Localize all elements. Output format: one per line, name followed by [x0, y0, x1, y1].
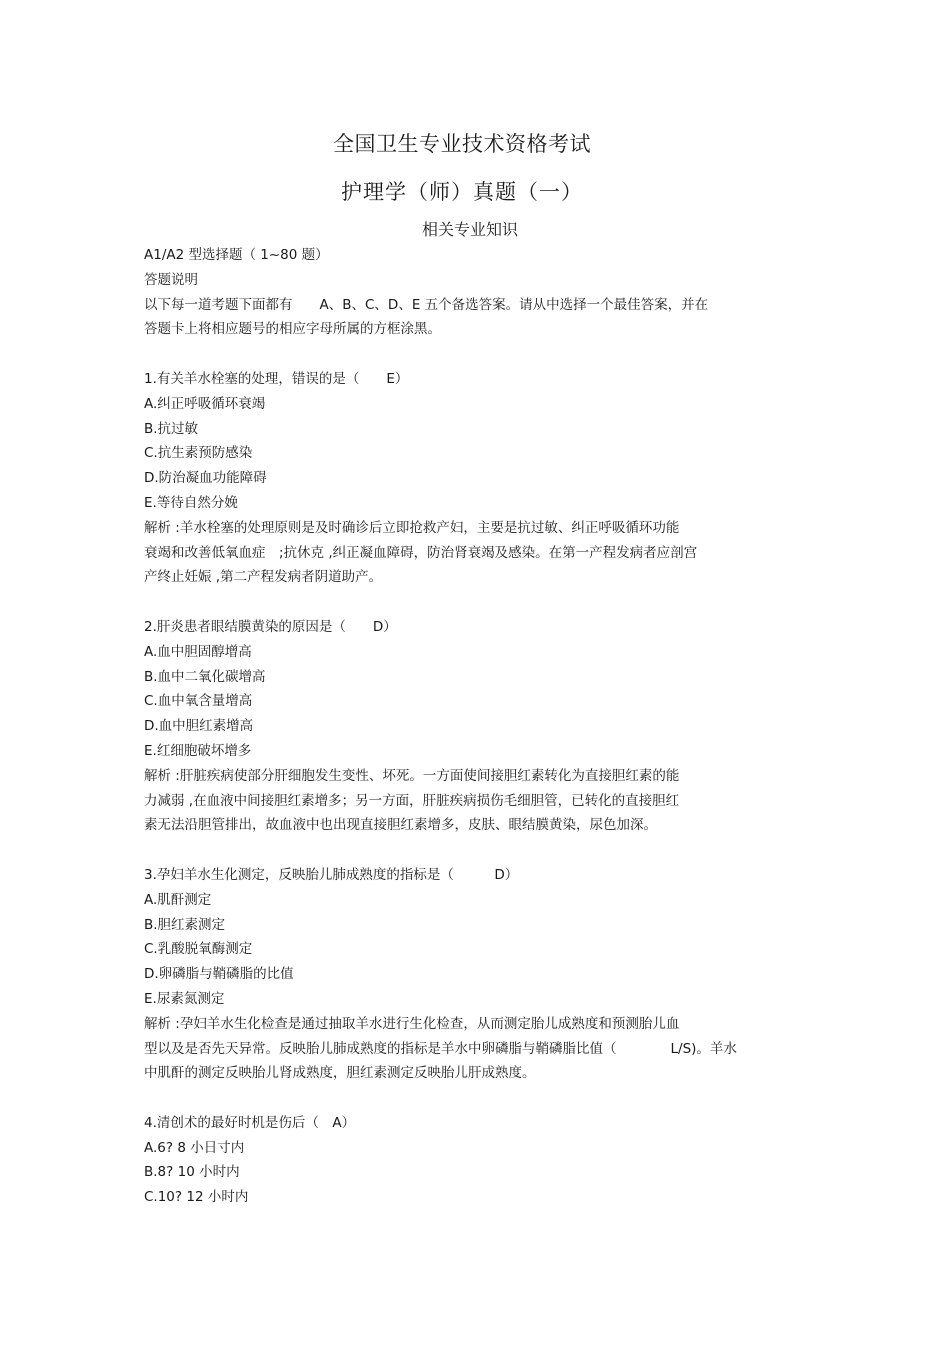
spacer: [144, 342, 824, 367]
question-option: D.卵磷脂与鞘磷脂的比值: [144, 966, 294, 983]
instruction-text: 答题卡上将相应题号的相应字母所属的方框涂黑。: [144, 321, 441, 338]
question-option: D.血中胆红素增高: [144, 718, 254, 735]
analysis-text: 解析 :肝脏疾病使部分肝细胞发生变性、坏死。一方面使间接胆红素转化为直接胆红素的能: [144, 767, 680, 784]
analysis-text: 衰竭和改善低氧血症 ;抗休克 ,纠正凝血障碍，防治肾衰竭及感染。在第一产程发病者应剖宫: [144, 544, 698, 561]
question-option: B.胆红素测定: [144, 916, 226, 933]
question-block: [144, 1111, 824, 1210]
analysis-text: 中肌酐的测定反映胎儿肾成熟度，胆红素测定反映胎儿肝成熟度。: [144, 1065, 536, 1082]
question-option: C.血中氧含量增高: [144, 693, 253, 710]
question-option: B.抗过敏: [144, 420, 199, 437]
question-option: D.防治凝血功能障碍: [144, 470, 267, 487]
document-body: [144, 243, 824, 1210]
spacer: [144, 838, 824, 863]
analysis-text: 素无法沿胆管排出，故血液中也出现直接胆红素增多，皮肤、眼结膜黄染，尿色加深。: [144, 817, 657, 834]
question-stem: 3.孕妇羊水生化测定，反映胎儿肺成熟度的指标是（ D）: [144, 866, 519, 883]
question-option: E.红细胞破坏增多: [144, 742, 252, 759]
analysis-text: 产终止妊娠 ,第二产程发病者阴道助产。: [144, 569, 383, 586]
question-stem: 4.清创术的最好时机是伤后（ A）: [144, 1114, 356, 1131]
document-subtitle: 护理学（师）真题（一）: [341, 180, 583, 204]
spacer: [144, 1086, 824, 1111]
question-option: A.6? 8 小日寸内: [144, 1139, 245, 1156]
analysis-text: 解析 :孕妇羊水生化检查是通过抽取羊水进行生化检查，从而测定胎儿成熟度和预测胎儿血: [144, 1015, 680, 1032]
question-option: C.10? 12 小时内: [144, 1189, 249, 1206]
analysis-text: 力减弱 ,在血液中间接胆红素增多；另一方面，肝脏疾病损伤毛细胆管，已转化的直接胆红: [144, 792, 680, 809]
analysis-text: 解析 :羊水栓塞的处理原则是及时确诊后立即抢救产妇，主要是抗过敏、纠正呼吸循环功能: [144, 519, 680, 536]
analysis-text: 型以及是否先天异常。反映胎儿肺成熟度的指标是羊水中卵磷脂与鞘磷脂比值（ L/S)。羊水: [144, 1040, 737, 1057]
question-option: A.血中胆固醇增高: [144, 643, 252, 660]
spacer: [144, 590, 824, 615]
section-heading: 相关专业知识: [421, 220, 518, 239]
question-option: A.肌酐测定: [144, 891, 212, 908]
question-option: B.8? 10 小时内: [144, 1164, 240, 1181]
question-option: A.纠正呼吸循环衰竭: [144, 395, 266, 412]
question-stem: 2.肝炎患者眼结膜黄染的原因是（ D）: [144, 618, 397, 635]
question-stem: 1.有关羊水栓塞的处理，错误的是（ E）: [144, 370, 409, 387]
question-option: C.乳酸脱氧酶测定: [144, 941, 253, 958]
question-block: [144, 615, 824, 838]
instruction-text: 以下每一道考题下面都有 A、B、C、D、E 五个备选答案。请从中选择一个最佳答案，并在: [144, 296, 709, 313]
question-option: B.血中二氧化碳增高: [144, 668, 266, 685]
question-block: [144, 367, 824, 590]
instruction-label: 答题说明: [144, 271, 198, 288]
question-option: E.等待自然分娩: [144, 494, 238, 511]
document-title: 全国卫生专业技术资格考试: [333, 132, 591, 156]
question-option: C.抗生素预防感染: [144, 445, 253, 462]
question-type-line: A1/A2 型选择题（ 1~80 题）: [144, 247, 329, 263]
question-option: E.尿素氮测定: [144, 990, 225, 1007]
question-block: [144, 863, 824, 1086]
